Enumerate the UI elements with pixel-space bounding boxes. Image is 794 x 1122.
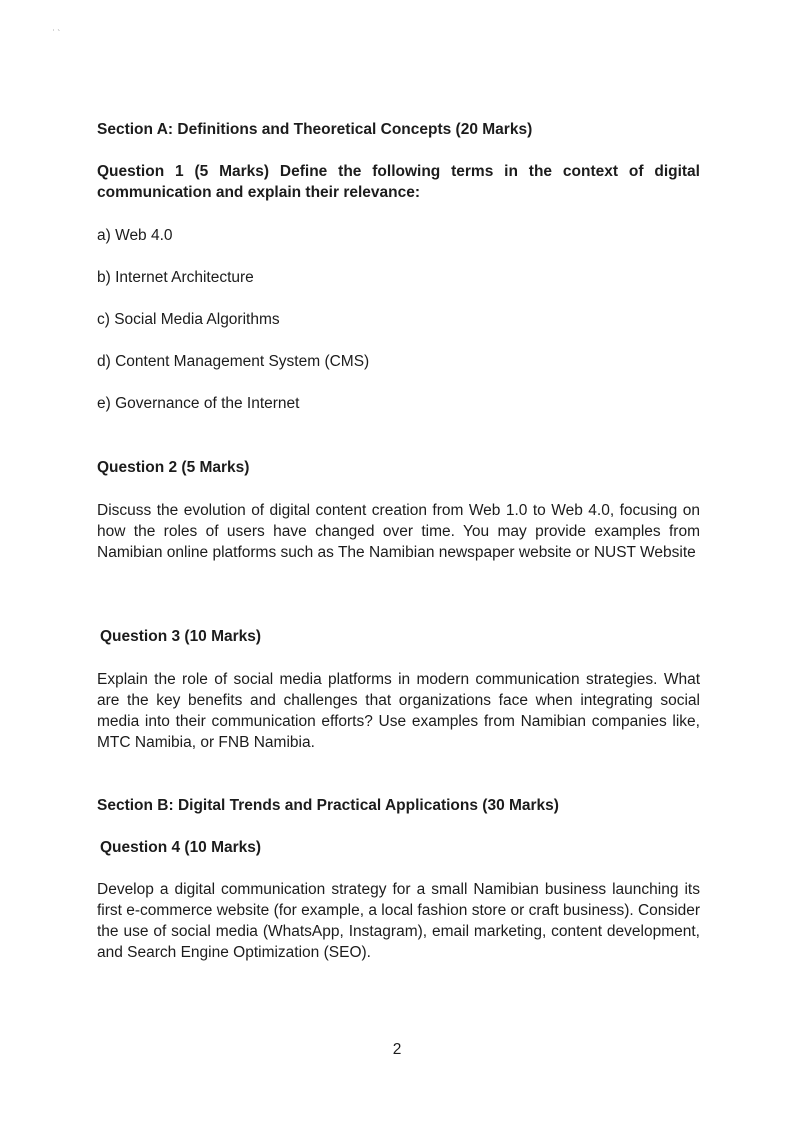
- scan-artifact: ʿ ˋ: [52, 28, 61, 38]
- section-a-heading: Section A: Definitions and Theoretical Concepts (20 Marks): [97, 121, 533, 138]
- page-number: 2: [392, 1041, 402, 1058]
- question-3-heading: Question 3 (10 Marks): [100, 628, 262, 645]
- question-4-body: Develop a digital communication strategy for a small Namibian business launching its first e-commerce website (for example, a local fashion store or craft business). Consider the use of social media (WhatsApp, Instagram), email marketing, content development, and Search Engine Optimization (SEO).: [97, 881, 701, 961]
- question-1-item-d: d) Content Management System (CMS): [97, 353, 370, 370]
- section-b-heading: Section B: Digital Trends and Practical Applications (30 Marks): [97, 797, 559, 814]
- question-2-body: Discuss the evolution of digital content creation from Web 1.0 to Web 4.0, focusing on how the roles of users have changed over time. You may provide examples from Namibian online platforms such as The Namibian newspaper website or NUST Website: [97, 502, 700, 561]
- question-2-heading: Question 2 (5 Marks): [97, 459, 250, 476]
- question-4-heading: Question 4 (10 Marks): [100, 839, 262, 856]
- question-1-prompt: Question 1 (5 Marks) Define the following terms in the context of digital communication and explain their relevance:: [97, 163, 700, 201]
- question-1-item-e: e) Governance of the Internet: [97, 395, 300, 412]
- question-1-item-a: a) Web 4.0: [97, 227, 173, 244]
- question-3-body: Explain the role of social media platforms in modern communication strategies. What are the key benefits and challenges that organizations face when integrating social media into their communication efforts? Use examples from Namibian companies like, MTC Namibia, or FNB Namibia.: [97, 671, 700, 751]
- question-1-item-b: b) Internet Architecture: [97, 269, 254, 286]
- question-1-item-c: c) Social Media Algorithms: [97, 311, 280, 328]
